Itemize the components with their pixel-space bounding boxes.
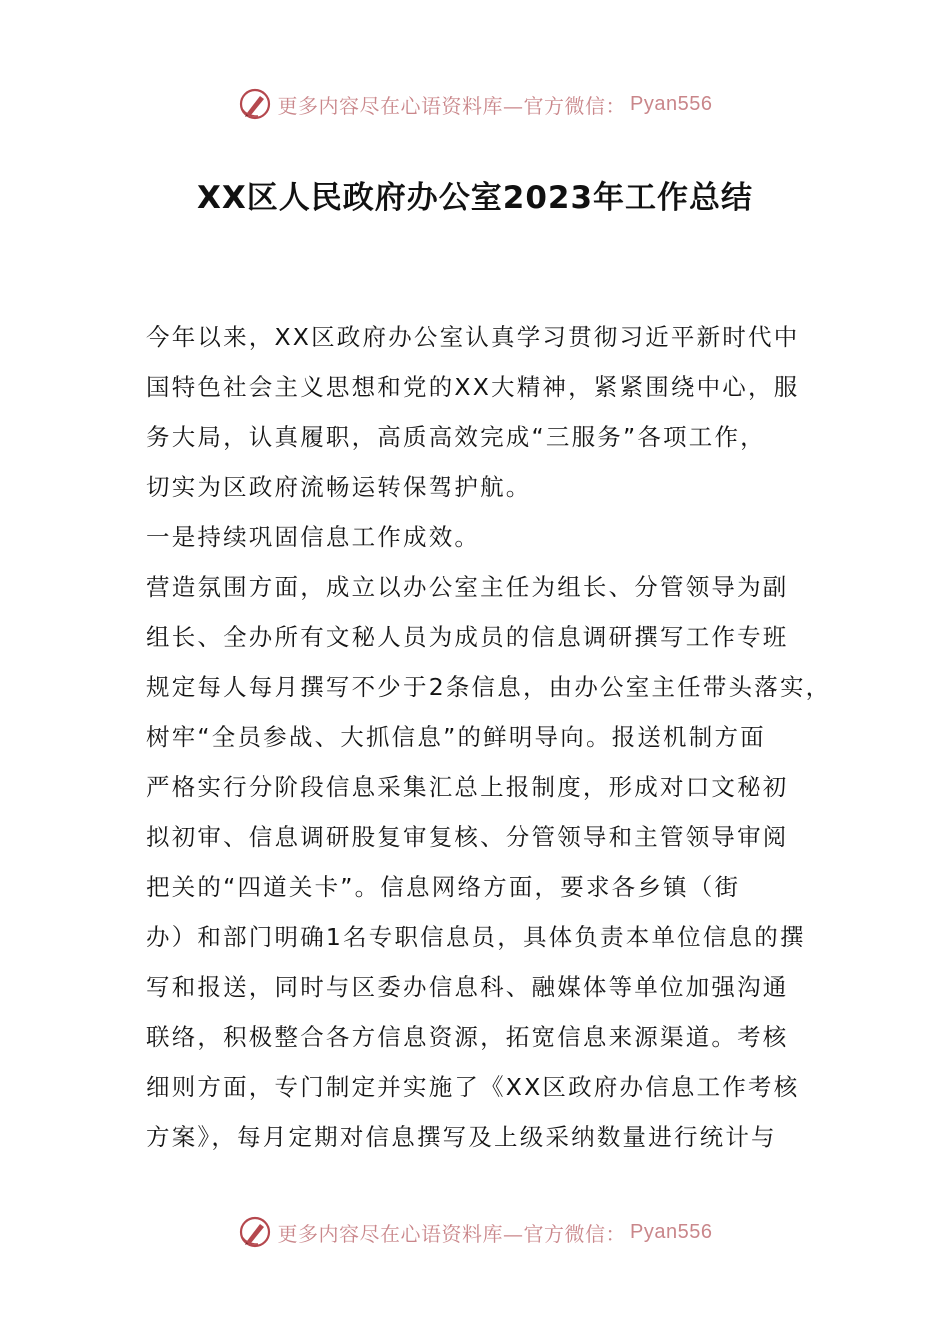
body-line: 切实为区政府流畅运转保驾护航。 [146, 473, 532, 501]
document-title: XX区人民政府办公室2023年工作总结 [196, 180, 754, 216]
body-line: 把关的“四道关卡”。信息网络方面，要求各乡镇（街 [146, 873, 741, 901]
watermark-footer [0, 1212, 950, 1252]
body-line: 联络，积极整合各方信息资源，拓宽信息来源渠道。考核 [146, 1023, 789, 1051]
body-line: 国特色社会主义思想和党的XX大精神，紧紧围绕中心，服 [146, 373, 800, 401]
body-line: 细则方面，专门制定并实施了《XX区政府办信息工作考核 [146, 1073, 800, 1101]
document-body [146, 312, 832, 1162]
body-line: 树牢“全员参战、大抓信息”的鲜明导向。报送机制方面 [146, 723, 766, 751]
body-line: 组长、全办所有文秘人员为成员的信息调研撰写工作专班 [146, 623, 789, 651]
section-heading: 一是持续巩固信息工作成效。 [146, 523, 481, 551]
watermark-wechat-id: Pyan556 [630, 1220, 713, 1243]
body-line: 拟初审、信息调研股复审复核、分管领导和主管领导审阅 [146, 823, 789, 851]
body-line: 今年以来，XX区政府办公室认真学习贯彻习近平新时代中 [146, 323, 800, 351]
body-line: 务大局，认真履职，高质高效完成“三服务”各项工作， [146, 423, 766, 451]
body-line: 写和报送，同时与区委办信息科、融媒体等单位加强沟通 [146, 973, 789, 1001]
watermark-text: 更多内容尽在心语资料库—官方微信： [277, 1221, 627, 1246]
watermark-wechat-id: Pyan556 [630, 92, 713, 115]
body-line: 严格实行分阶段信息采集汇总上报制度，形成对口文秘初 [146, 773, 789, 801]
pen-circle-logo-icon [238, 87, 272, 121]
body-line: 办）和部门明确1名专职信息员，具体负责本单位信息的撰 [146, 923, 806, 951]
watermark-text: 更多内容尽在心语资料库—官方微信： [277, 93, 627, 118]
body-line: 营造氛围方面，成立以办公室主任为组长、分管领导为副 [146, 573, 789, 601]
watermark-header [0, 84, 950, 124]
body-line: 规定每人每月撰写不少于2条信息，由办公室主任带头落实， [146, 673, 832, 701]
pen-circle-logo-icon [238, 1215, 272, 1249]
body-line: 方案》，每月定期对信息撰写及上级采纳数量进行统计与 [146, 1123, 777, 1151]
